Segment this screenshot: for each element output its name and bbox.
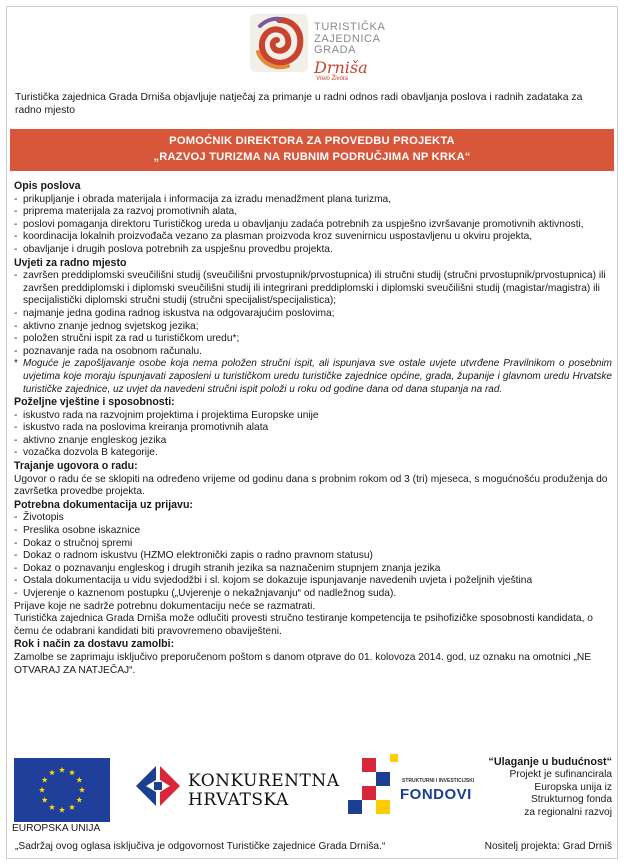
list-item: - aktivno znanje jednog svjetskog jezika; bbox=[14, 320, 199, 332]
tz-drnis-logo bbox=[248, 12, 388, 84]
eu-label: EUROPSKA UNIJA bbox=[12, 823, 101, 834]
list-item: - Ostala dokumentacija u vidu svjedodžbi i sl. kojom se dokazuje ispunjavanje navedenih uvjeta i poželjnih vještina bbox=[14, 575, 533, 587]
list-item: - završen preddiplomski sveučilišni studij (sveučilišni prvostupnik/prvostupnica) ili stručni studij (stručni prvostupnik/prvostupnica) ili završen preddiplomski i diplomski sveučilišni studij ili integrirani preddiplomski i diplomski sveučilišni studij (magistar/magistra) ili specijalistički diplomski stručni studij (stručni specijalist/specijalistica); bbox=[14, 270, 606, 307]
eu-flag-icon bbox=[14, 758, 110, 822]
list-item: - Dokaz o stručnoj spremi bbox=[14, 537, 133, 549]
list-item: - Preslika osobne iskaznice bbox=[14, 525, 141, 537]
project-holder: Nositelj projekta: Grad Drniš bbox=[484, 841, 612, 852]
konkurentna-hrvatska-icon bbox=[132, 760, 184, 812]
list-item: - Dokaz o radnom iskustvu (HZMO elektronički zapis o radno pravnom statusu) bbox=[14, 550, 373, 562]
list-item: - Životopis bbox=[14, 512, 64, 524]
list-item: - prikupljanje i obrada materijala i informacija za izradu menadžment plana turizma, bbox=[14, 193, 392, 205]
list-item: - Uvjerenje o kaznenom postupku („Uvjerenje o nekažnjavanju“ od nadležnog suda). bbox=[14, 588, 397, 599]
footnote: * Moguće je zapošljavanje osobe koja nema položen stručni ispit, ali ispunjava sve ostale uvjete utvrđene Pravilnikom o posebnim uvjetima koje moraju ispunjavati zaposleni u turističkom uredu turističke zajednice općine, grada, županije i glavnom uredu Hrvatske turističke zajednice, uz uvjet da navedeni stručni ispit položi u roku od godine dana od dana stupanja na rad. bbox=[14, 358, 612, 395]
list-item: - priprema materijala za razvoj promotivnih alata, bbox=[14, 206, 238, 218]
fondovi-small-text: STRUKTURNI I INVESTICIJSKI bbox=[402, 778, 475, 784]
section-heading-dokumentacija: Potrebna dokumentacija uz prijavu: bbox=[14, 498, 193, 511]
list-item: - iskustvo rada na razvojnim projektima i projektima Europske unije bbox=[14, 409, 319, 421]
list-item: - iskustvo rada na poslovima kreiranja promotivnih alata bbox=[14, 422, 269, 434]
logo-brand: Drniša bbox=[314, 58, 368, 77]
footer-logos bbox=[10, 752, 614, 832]
paragraph: Prijave koje ne sadrže potrebnu dokumentaciju neće se razmatrati. bbox=[14, 600, 316, 612]
position-title-banner bbox=[10, 129, 614, 171]
spiral-logo-icon bbox=[248, 12, 310, 74]
fondovi-text: FONDOVI bbox=[400, 786, 472, 803]
section-heading-opis: Opis poslova bbox=[14, 180, 81, 192]
section-heading-uvjeti: Uvjeti za radno mjesto bbox=[14, 256, 127, 269]
section-heading-trajanje: Trajanje ugovora o radu: bbox=[14, 460, 138, 473]
list-item: - najmanje jedna godina radnog iskustva na odgovarajućim poslovima; bbox=[14, 307, 335, 319]
list-item: - poznavanje rada na osobnom računalu. bbox=[14, 345, 202, 357]
list-item: - Dokaz o poznavanju engleskog i drugih stranih jezika sa naznačenim stupnjem znanja jezika bbox=[14, 562, 441, 574]
list-item: - obavljanje i drugih poslova potrebnih za uspješnu provedbu projekta. bbox=[14, 243, 333, 255]
logo-text: TURISTIČKA ZAJEDNICA GRADA bbox=[314, 21, 386, 56]
section-heading-vjestine: Poželjne vještine i sposobnosti: bbox=[14, 396, 175, 409]
konkurentna-hrvatska-text: KONKURENTNA HRVATSKA bbox=[188, 771, 340, 810]
ulaganje-block: “Ulaganje u budućnost“ Projekt je sufinancirala Europska unija iz Strukturnog fonda za regionalni razvoj bbox=[488, 756, 612, 819]
paragraph: Ugovor o radu će se sklopiti na određeno vrijeme od godinu dana s probnim rokom od 3 (tri) mjeseca, s mogućnošću produženja do završetka provedbe projekta. bbox=[14, 473, 608, 498]
paragraph: Turistička zajednica Grada Drniša može odlučiti provesti stručno testiranje kompetencija te psihofizičke sposobnosti kandidata, o čemu će odabrani kandidati biti pravovremeno obaviješteni. bbox=[14, 613, 593, 637]
list-item: - aktivno znanje engleskog jezika bbox=[14, 434, 167, 446]
ad-body bbox=[14, 180, 612, 677]
section-heading-rok: Rok i način za dostavu zamolbi: bbox=[14, 638, 175, 651]
list-item: - poslovi pomaganja direktoru Turističkog ureda u obavljanju zadaća potrebnih za uspješno izvršavanje promotivnih aktivnosti, bbox=[14, 218, 584, 230]
position-title-line1: POMOĆNIK DIREKTORA ZA PROVEDBU PROJEKTA bbox=[169, 135, 455, 147]
list-item: - položen stručni ispit za rad u turističkom uredu*; bbox=[14, 333, 240, 345]
logo-tagline: Vrelo Života bbox=[316, 76, 348, 82]
list-item: - koordinacija lokalnih proizvođača vezano za plasman proizvoda kroz suvenirnicu uspostavljenu u okviru projekta, bbox=[14, 231, 533, 243]
paragraph: Zamolbe se zaprimaju isključivo preporučenom poštom s danom otprave do 01. kolovoza 2014. god, uz oznaku na omotnici „NE OTVARAJ ZA NATJEČAJ“. bbox=[14, 651, 592, 676]
intro-text: Turistička zajednica Grada Drniša objavljuje natječaj za primanje u radni odnos radi obavljanja poslova i radnih zadataka za radno mjesto bbox=[15, 92, 583, 116]
disclaimer: „Sadržaj ovog oglasa isključiva je odgovornost Turističke zajednice Grada Drniša.“ bbox=[15, 841, 386, 852]
list-item: - vozačka dozvola B kategorije. bbox=[14, 447, 158, 459]
position-title-line2: „RAZVOJ TURIZMA NA RUBNIM PODRUČJIMA NP KRKA“ bbox=[153, 150, 471, 163]
